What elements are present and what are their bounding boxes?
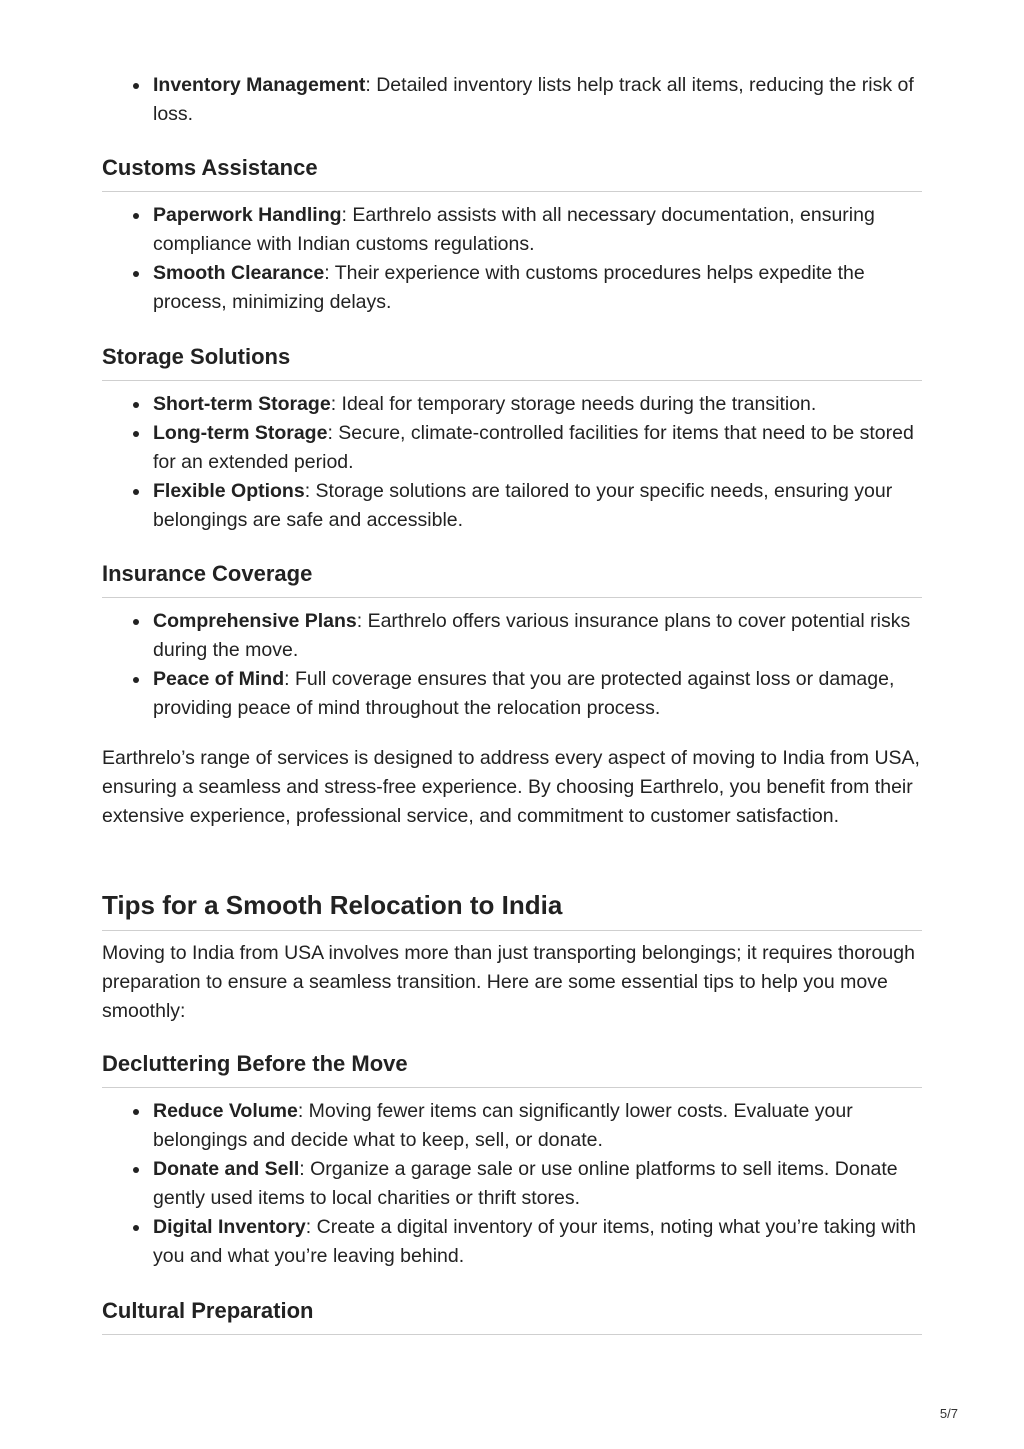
item-text: : Create a digital inventory of your items, noting what you’re taking with you and what you’re leaving behind.	[153, 1216, 917, 1267]
item-text: : Storage solutions are tailored to your specific needs, ensuring your belongings are safe and accessible.	[153, 480, 893, 531]
item-text: : Detailed inventory lists help track all items, reducing the risk of loss.	[153, 74, 914, 125]
insurance-list	[102, 607, 922, 723]
item-term: Peace of Mind	[153, 668, 285, 690]
item-term: Donate and Sell	[153, 1158, 300, 1180]
item-term: Paperwork Handling	[153, 204, 342, 226]
item-term: Comprehensive Plans	[153, 610, 357, 632]
list-item	[102, 1155, 922, 1213]
list-item	[102, 259, 922, 317]
section-heading-insurance: Insurance Coverage	[102, 560, 922, 598]
item-term: Short-term Storage	[153, 393, 331, 415]
declutter-list	[102, 1097, 922, 1271]
item-text: : Secure, climate-controlled facilities for items that need to be stored for an extended period.	[153, 422, 914, 473]
list-item	[102, 419, 922, 477]
item-text: : Earthrelo offers various insurance plans to cover potential risks during the move.	[153, 610, 911, 661]
section-heading-customs: Customs Assistance	[102, 154, 922, 192]
item-text: : Organize a garage sale or use online platforms to sell items. Donate gently used items to local charities or thrift stores.	[153, 1158, 898, 1209]
section-heading-storage: Storage Solutions	[102, 343, 922, 381]
list-item	[102, 390, 922, 419]
list-item	[102, 1213, 922, 1271]
item-term: Flexible Options	[153, 480, 305, 502]
list-item	[102, 71, 922, 129]
item-term: Smooth Clearance	[153, 262, 325, 284]
page-number: 5/7	[939, 1406, 958, 1421]
item-text: : Moving fewer items can significantly lower costs. Evaluate your belongings and decide what to keep, sell, or donate.	[153, 1100, 853, 1151]
item-term: Long-term Storage	[153, 422, 328, 444]
customs-list	[102, 201, 922, 317]
tips-intro-paragraph: Moving to India from USA involves more than just transporting belongings; it requires thorough preparation to ensure a seamless transition. Here are some essential tips to help you move smoothly:	[102, 942, 915, 1022]
list-item	[102, 665, 922, 723]
section-heading-cultural: Cultural Preparation	[102, 1297, 922, 1335]
item-term: Reduce Volume	[153, 1100, 298, 1122]
inventory-list	[102, 71, 922, 129]
item-term: Digital Inventory	[153, 1216, 306, 1238]
summary-paragraph: Earthrelo’s range of services is designed to address every aspect of moving to India from USA, ensuring a seamless and stress-free experience. By choosing Earthrelo, you benefit from their extensive experience, professional service, and commitment to customer satisfaction.	[102, 747, 920, 827]
storage-list	[102, 390, 922, 535]
list-item	[102, 607, 922, 665]
section-heading-tips: Tips for a Smooth Relocation to India	[102, 889, 922, 931]
list-item	[102, 1097, 922, 1155]
list-item	[102, 201, 922, 259]
item-text: : Full coverage ensures that you are protected against loss or damage, providing peace of mind throughout the relocation process.	[153, 668, 895, 719]
section-heading-declutter: Decluttering Before the Move	[102, 1050, 922, 1088]
item-text: : Ideal for temporary storage needs during the transition.	[330, 393, 817, 415]
item-term: Inventory Management	[153, 74, 366, 96]
item-text: : Their experience with customs procedures helps expedite the process, minimizing delays.	[153, 262, 865, 313]
list-item	[102, 477, 922, 535]
item-text: : Earthrelo assists with all necessary documentation, ensuring compliance with Indian customs regulations.	[153, 204, 875, 255]
